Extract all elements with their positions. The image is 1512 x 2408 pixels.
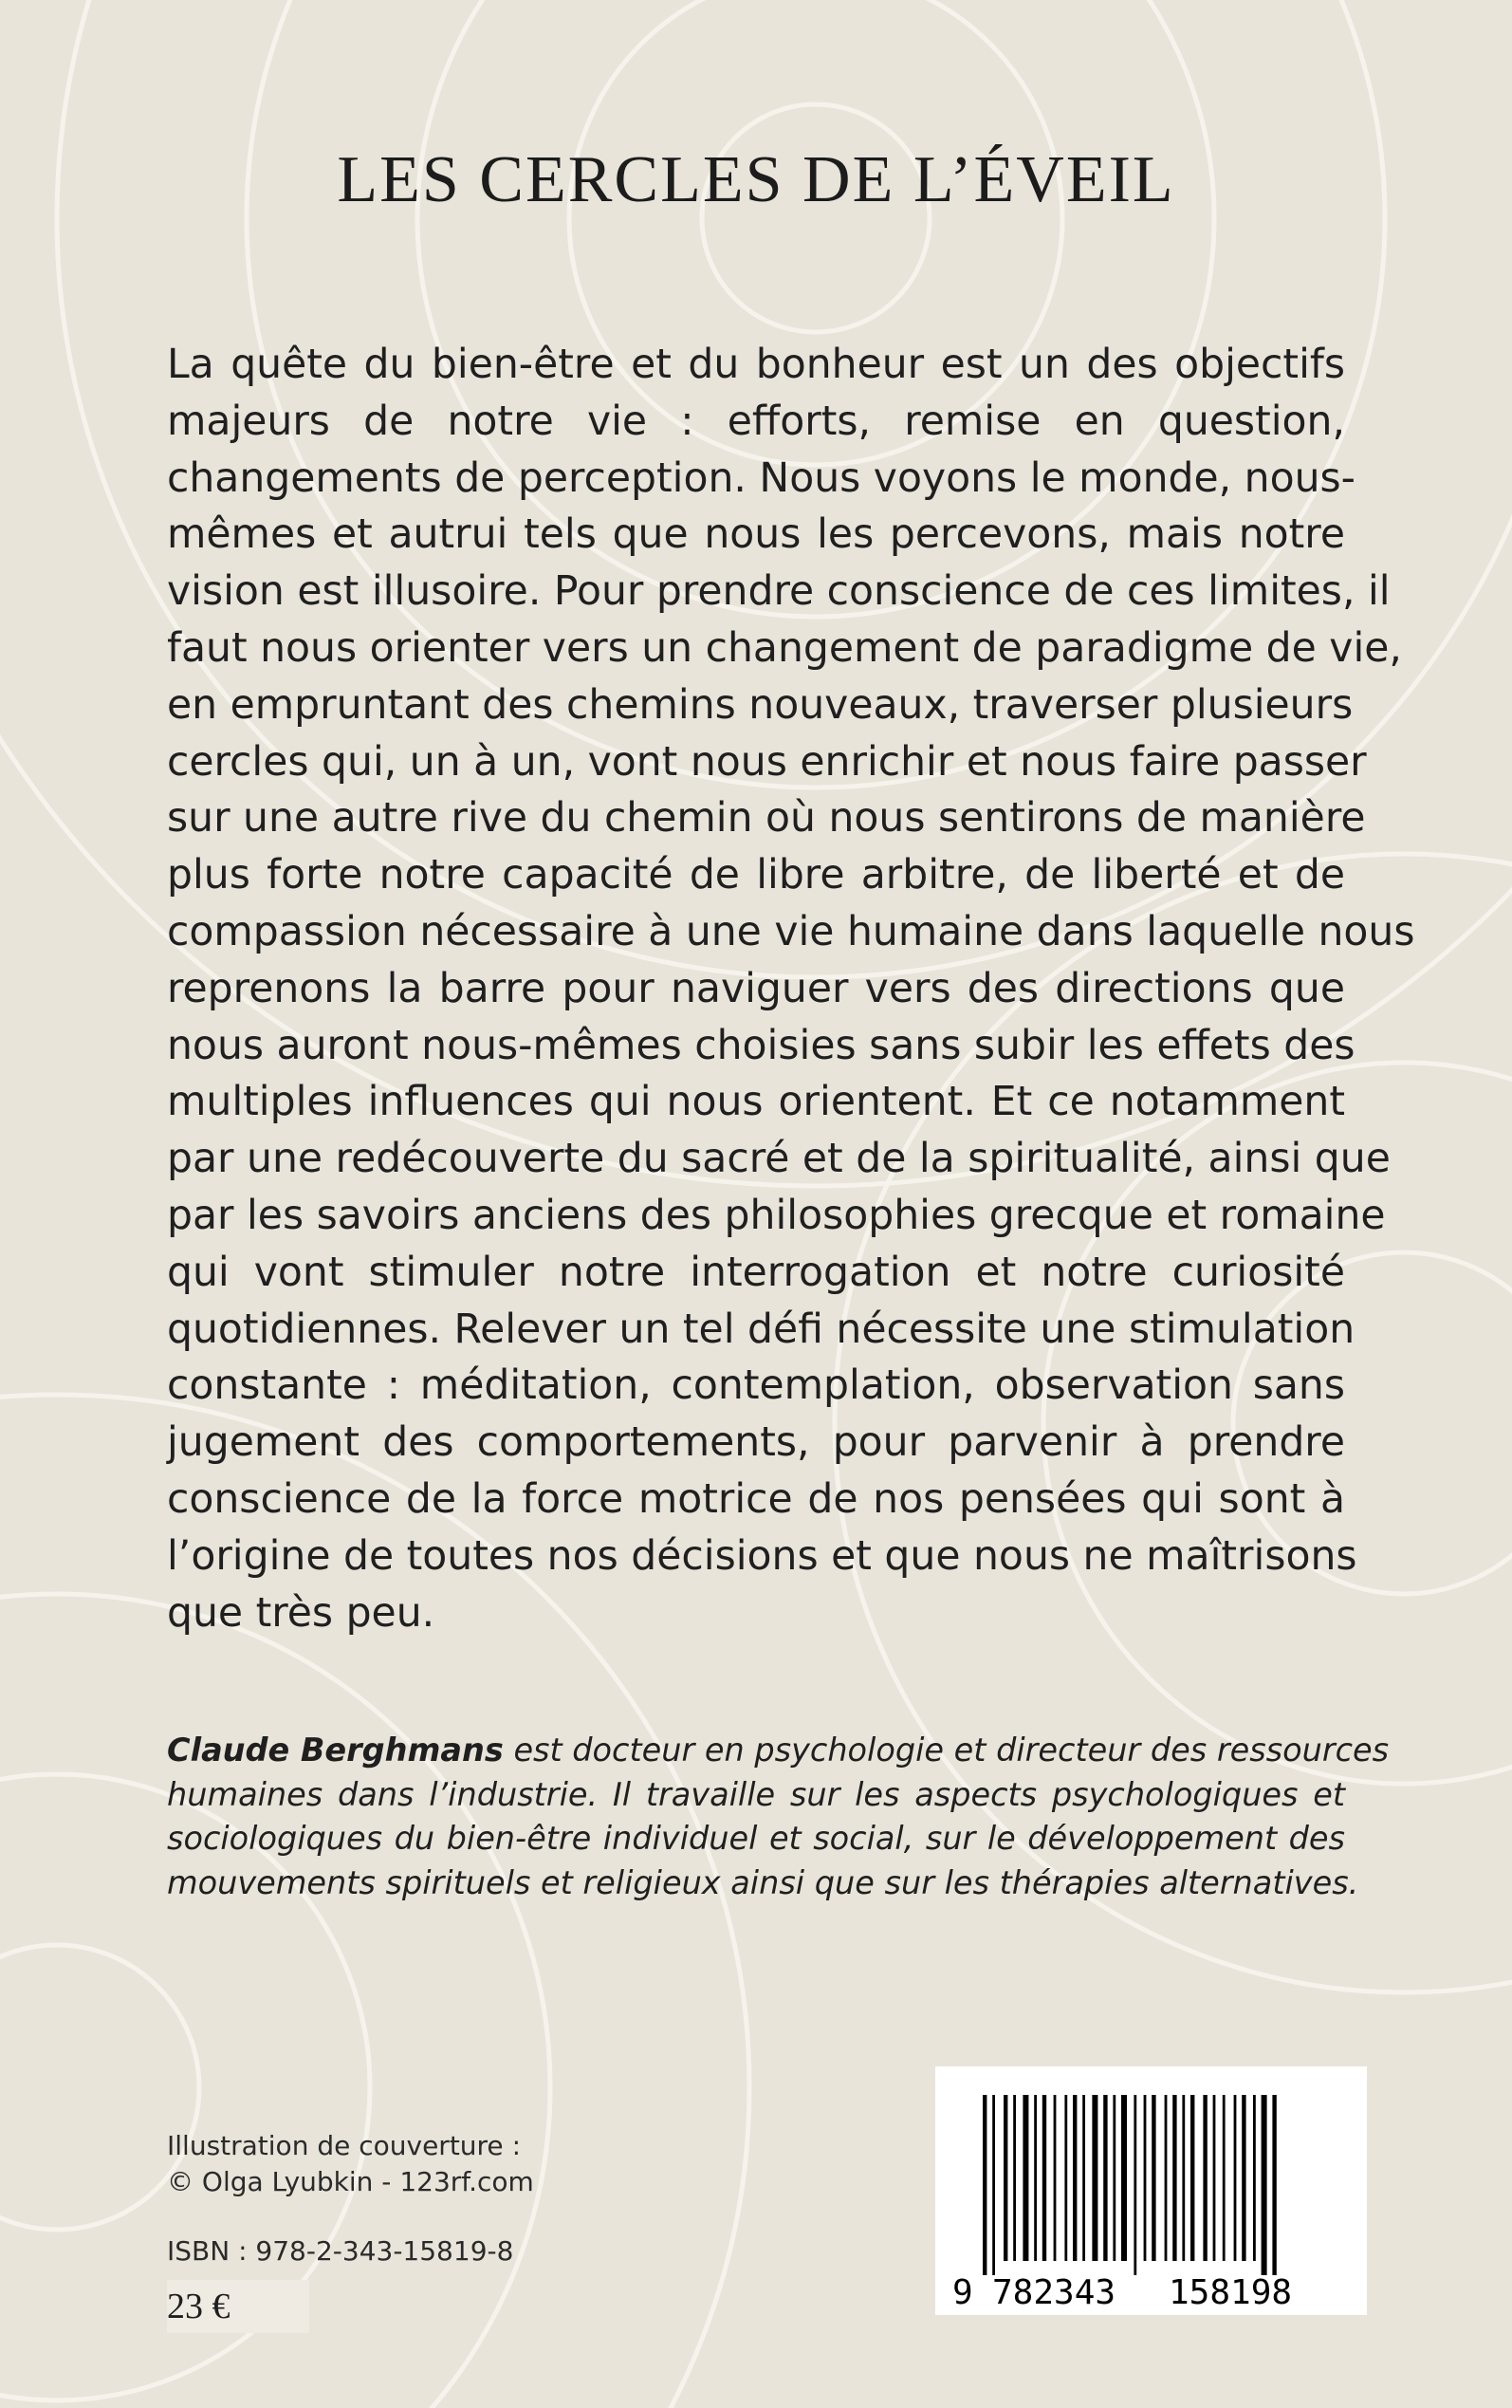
barcode-bar [1073, 2095, 1077, 2261]
isbn-text: ISBN : 978-2-343-15819-8 [167, 2235, 514, 2267]
barcode-bar [1013, 2095, 1016, 2261]
bio-first-line [167, 1729, 1390, 1773]
barcode-bar [1092, 2095, 1097, 2261]
blurb-line: mêmes et autrui tels que nous les percevons, mais notre [167, 511, 1345, 559]
barcode-digit-lead: 9 [952, 2273, 973, 2312]
blurb-line: que très peu. [167, 1589, 435, 1637]
barcode-bar [1242, 2095, 1245, 2261]
barcode-bar [1082, 2095, 1085, 2261]
barcode-bar [1152, 2095, 1155, 2261]
barcode-bar [983, 2095, 986, 2275]
blurb-paragraph [167, 337, 1415, 1641]
barcode-bar [1023, 2095, 1028, 2261]
blurb-line: compassion nécessaire à une vie humaine dans laquelle nous [167, 908, 1415, 955]
blurb-line: majeurs de notre vie : efforts, remise en question, [167, 398, 1345, 445]
barcode-bar [1113, 2095, 1116, 2261]
barcode-bar [1223, 2095, 1226, 2261]
bio-line: humaines dans l’industrie. Il travaille sur les aspects psychologiques et [167, 1775, 1345, 1813]
barcode-bar [1253, 2095, 1256, 2261]
blurb-line: La quête du bien-être et du bonheur est un des objectifs [167, 342, 1345, 388]
blurb-line: par les savoirs anciens des philosophies grecque et romaine [167, 1192, 1386, 1239]
blurb-line: quotidiennes. Relever un tel défi nécessite une stimulation [167, 1306, 1355, 1353]
blurb-line: en empruntant des chemins nouveaux, traverser plusieurs [167, 681, 1354, 729]
barcode-bar [1103, 2095, 1107, 2261]
barcode-digits-left: 782343 [992, 2273, 1116, 2312]
barcode-bars [983, 2095, 1277, 2275]
price-tag: 23 € [167, 2280, 309, 2333]
author-name: Claude Berghmans [167, 1732, 504, 1769]
blurb-line: conscience de la force motrice de nos pensées qui sont à [167, 1475, 1345, 1523]
barcode-bar [992, 2095, 995, 2275]
blurb-line: multiples influences qui nous orientent. Et ce notamment [167, 1079, 1345, 1126]
author-bio [167, 1729, 1390, 1905]
blurb-line: nous auront nous-mêmes choisies sans subir les effets des [167, 1022, 1355, 1069]
blurb-line: reprenons la barre pour naviguer vers des directions que [167, 965, 1345, 1012]
barcode-bar [1182, 2095, 1185, 2261]
barcode-bar [1262, 2095, 1267, 2275]
bio-line: mouvements spirituels et religieux ainsi que sur les thérapies alternatives. [167, 1863, 1359, 1901]
barcode-bar [1134, 2095, 1136, 2275]
barcode-bar [1203, 2095, 1207, 2261]
barcode-bar [1165, 2095, 1168, 2261]
barcode-bar [1213, 2095, 1216, 2261]
barcode-bar [1172, 2095, 1176, 2261]
blurb-line: jugement des comportements, pour parvenir à prendre [167, 1419, 1345, 1467]
blurb-line: l’origine de toutes nos décisions et que nous ne maîtrisons [167, 1532, 1357, 1580]
barcode-bar [1272, 2095, 1276, 2275]
blurb-line: constante : méditation, contemplation, observation sans [167, 1362, 1345, 1410]
blurb-line: sur une autre rive du chemin où nous sentirons de manière [167, 795, 1366, 843]
bio-line: sociologiques du bien-être individuel et social, sur le développement des [167, 1820, 1345, 1857]
blurb-line: faut nous orienter vers un changement de paradigme de vie, [167, 624, 1402, 672]
blurb-line: qui vont stimuler notre interrogation et notre curiosité [167, 1249, 1345, 1296]
blurb-line: changements de perception. Nous voyons le monde, nous- [167, 454, 1356, 502]
barcode [935, 2066, 1367, 2315]
blurb-line: vision est illusoire. Pour prendre conscience de ces limites, il [167, 568, 1391, 616]
barcode-bar [1004, 2095, 1007, 2261]
barcode-bar [1144, 2095, 1147, 2261]
book-title: LES CERCLES DE L’ÉVEIL [337, 143, 1175, 216]
bio-first-line-rest: est docteur en psychologie et directeur des ressources [503, 1732, 1390, 1769]
barcode-bar [1121, 2095, 1127, 2261]
blurb-line: par une redécouverte du sacré et de la spiritualité, ainsi que [167, 1136, 1391, 1183]
barcode-bar [1064, 2095, 1067, 2261]
credits-value: © Olga Lyubkin - 123rf.com [167, 2166, 534, 2197]
blurb-line: plus forte notre capacité de libre arbitre, de liberté et de [167, 852, 1345, 899]
barcode-digits-right: 158198 [1169, 2273, 1293, 2312]
barcode-bar [1054, 2095, 1057, 2261]
cover-credits [167, 2128, 534, 2200]
barcode-bar [1234, 2095, 1237, 2261]
barcode-bar [1034, 2095, 1037, 2261]
barcode-bar [1042, 2095, 1046, 2261]
barcode-bar [1190, 2095, 1194, 2261]
blurb-line: cercles qui, un à un, vont nous enrichir et nous faire passer [167, 738, 1367, 786]
credits-label: Illustration de couverture : [167, 2130, 521, 2161]
